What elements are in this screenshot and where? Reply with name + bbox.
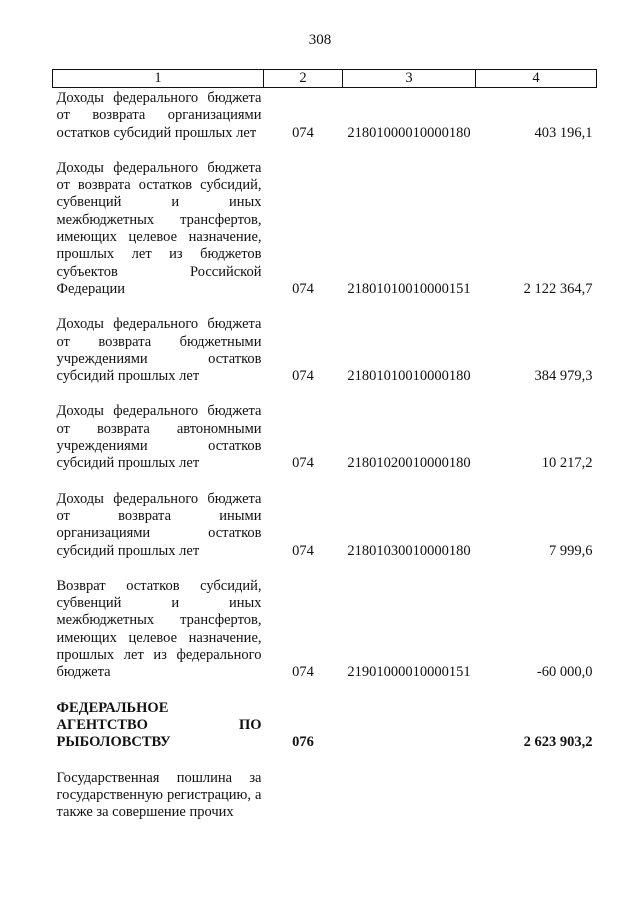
row-amount: 2 122 364,7 [523,280,593,297]
row-name: Доходы федерального бюджета от возврата автономными учреждениями остатков субсидий прошлых лет [56,403,262,472]
row-name: Возврат остатков субсидий, субвенций и иных межбюджетных трансфертов, имеющих целевое назначение, прошлых лет из федерального бюджета [56,577,262,681]
column-header-3: 3 [343,70,476,88]
row-admin-code: 074 [292,455,314,472]
row-name: Доходы федерального бюджета от возврата организациями остатков субсидий прошлых лет [56,90,262,141]
row-kbk-code: 21801030010000180 [347,542,471,559]
row-kbk-code: 21801000010000180 [347,124,471,141]
table-row [53,403,597,490]
row-admin-code: 074 [292,280,314,297]
column-header-4: 4 [476,70,597,88]
column-header-1: 1 [53,70,264,88]
row-admin-code: 074 [292,664,314,681]
row-kbk-code: 21901000010000151 [347,664,471,681]
row-amount: 7 999,6 [549,542,593,559]
table-row [53,770,597,822]
row-kbk-code: 21801020010000180 [347,455,471,472]
header-row [53,70,597,88]
row-name: Доходы федерального бюджета от возврата остатков субсидий, субвенций и иных межбюджетных трансфертов, имеющих целевое назначение, прошлых лет из бюджетов субъектов Российской Федерации [56,159,262,297]
table-row [53,316,597,403]
table-row [53,160,597,316]
agency-kbk-code [343,700,476,770]
table-row [53,578,597,700]
row-admin-code [264,770,343,822]
column-header-2: 2 [264,70,343,88]
agency-total-amount: 2 623 903,2 [523,734,593,751]
row-amount [476,770,597,822]
row-kbk-code: 21801010010000151 [347,280,471,297]
agency-header-row [53,700,597,770]
row-admin-code: 074 [292,124,314,141]
table-row [53,88,597,160]
row-kbk-code: 21801010010000180 [347,368,471,385]
budget-table [52,69,597,821]
agency-name: ФЕДЕРАЛЬНОЕ АГЕНТСТВО ПО РЫБОЛОВСТВУ [56,699,262,751]
row-name: Доходы федерального бюджета от возврата бюджетными учреждениями остатков субсидий прошлых лет [56,316,262,385]
row-amount: 384 979,3 [534,368,593,385]
row-kbk-code [343,770,476,822]
row-amount: 403 196,1 [534,124,593,141]
row-name: Государственная пошлина за государственную регистрацию, а также за совершение прочих [56,769,262,821]
row-admin-code: 074 [292,368,314,385]
row-admin-code: 074 [292,542,314,559]
row-amount: -60 000,0 [536,664,593,681]
row-name: Доходы федерального бюджета от возврата иными организациями остатков субсидий прошлых лет [56,490,262,559]
agency-admin-code: 076 [292,734,314,751]
page-number: 308 [308,32,332,48]
table-row [53,491,597,578]
row-amount: 10 217,2 [541,455,593,472]
